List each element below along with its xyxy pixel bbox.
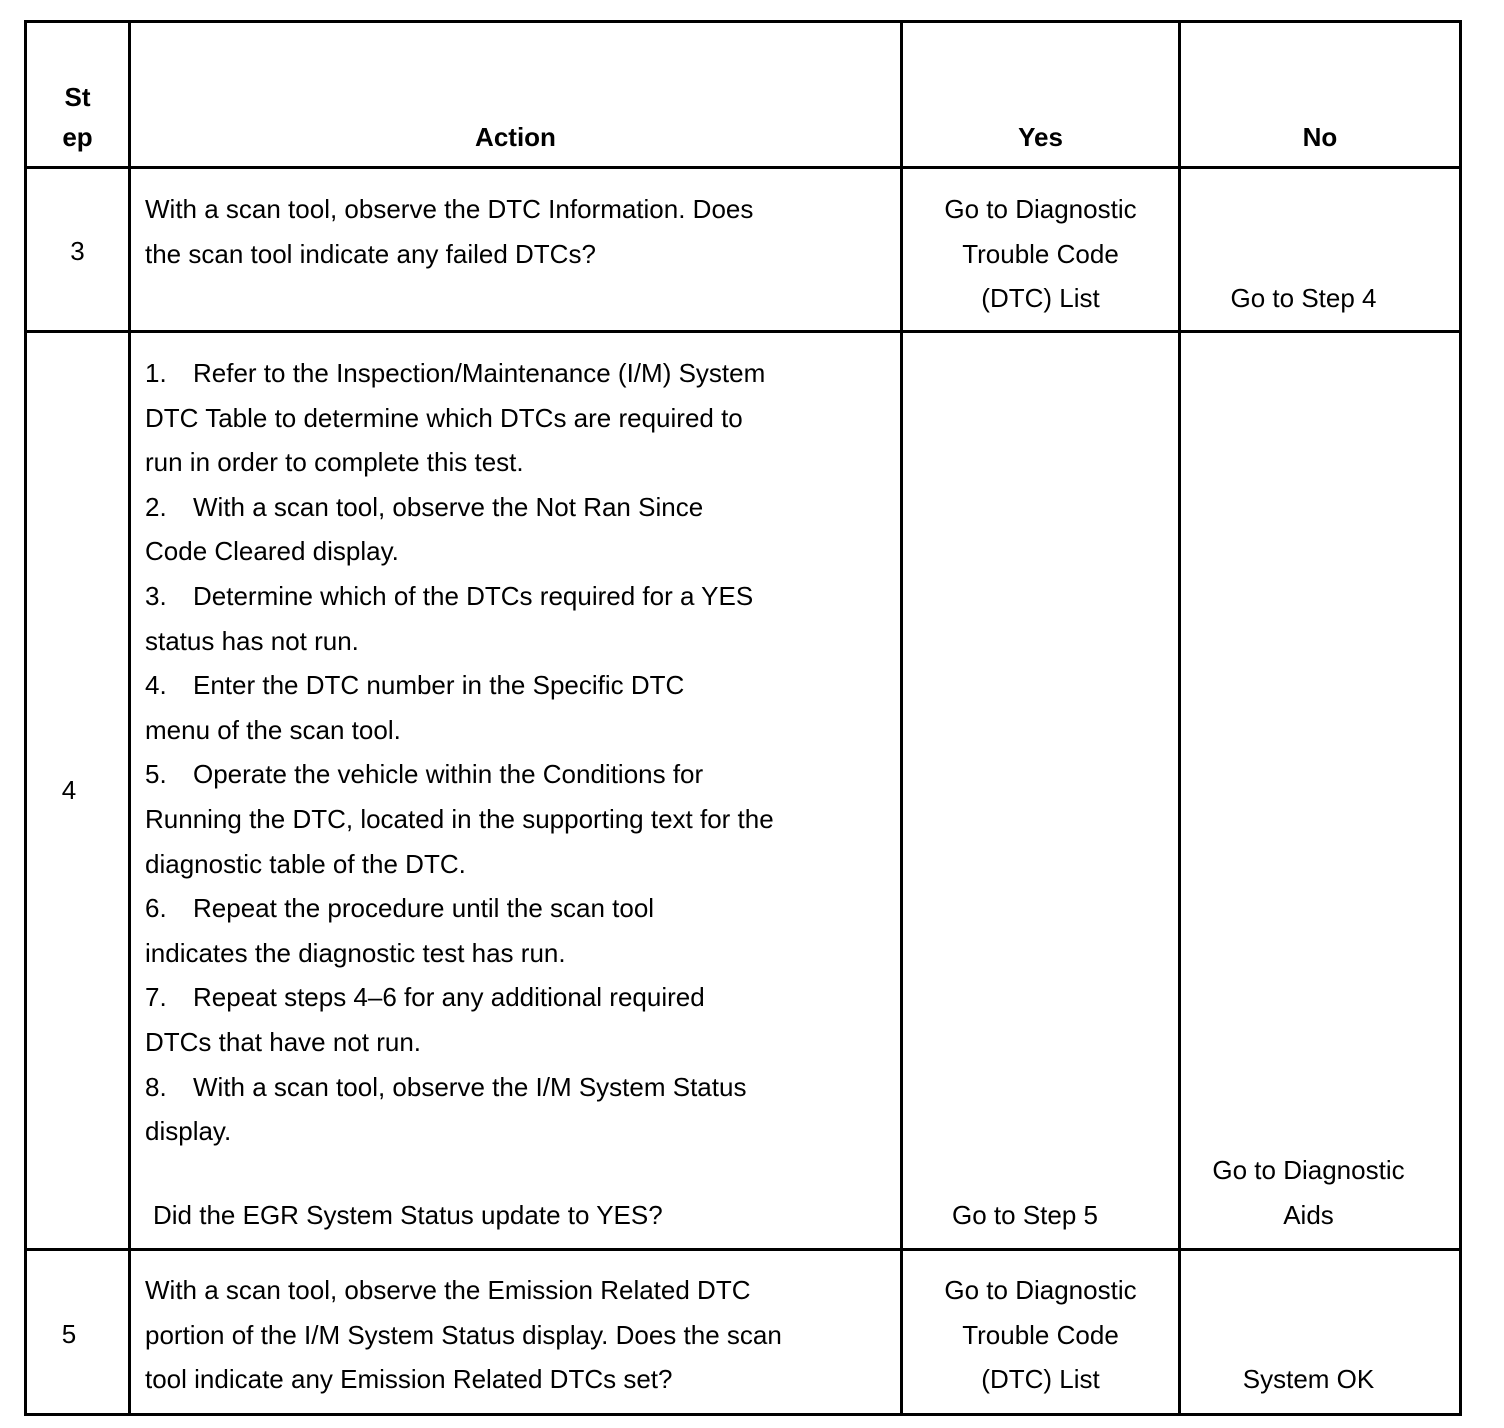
procedure-item: 8. With a scan tool, observe the I/M System Status: [145, 1071, 747, 1102]
procedure-line: Running the DTC, located in the supporting text for the: [145, 803, 774, 834]
header-yes: Yes: [1018, 122, 1063, 152]
procedure-item: 5. Operate the vehicle within the Conditions for: [145, 759, 704, 790]
procedure-item: 2. With a scan tool, observe the Not Ran Since: [145, 491, 704, 522]
header-no: No: [1302, 122, 1338, 152]
yes-text: [903, 187, 1178, 321]
action-line: With a scan tool, observe the DTC Information. Does: [145, 194, 754, 224]
procedure-line: Code Cleared display.: [145, 536, 399, 567]
action-line: the scan tool indicate any failed DTCs?: [145, 238, 596, 269]
yes-line: (DTC) List: [981, 283, 1100, 314]
action-text: [145, 1268, 782, 1402]
header-step: [27, 77, 128, 157]
yes-line: Go to Diagnostic: [944, 1275, 1137, 1305]
procedure-item: 4. Enter the DTC number in the Specific DTC: [145, 670, 685, 701]
procedure-line: display.: [145, 1116, 232, 1147]
yes-line: Trouble Code: [962, 1319, 1119, 1350]
procedure-line: status has not run.: [145, 625, 359, 656]
procedure-item: 1. Refer to the Inspection/Maintenance (I/M) System: [145, 358, 766, 388]
procedure-line: diagnostic table of the DTC.: [145, 848, 466, 879]
step-number: 4: [61, 775, 77, 805]
yes-line: Trouble Code: [962, 238, 1119, 269]
procedure-list: [145, 351, 774, 1154]
no-line: Aids: [1283, 1199, 1334, 1230]
no-text: Go to Step 4: [1230, 283, 1377, 313]
procedure-line: run in order to complete this test.: [145, 447, 524, 478]
no-text: [1181, 1148, 1436, 1237]
procedure-item: 3. Determine which of the DTCs required for a YES: [145, 580, 754, 611]
row-divider: [27, 330, 1459, 333]
action-line: portion of the I/M System Status display. Does the scan: [145, 1319, 782, 1350]
step-number: 3: [70, 236, 85, 266]
question-text: Did the EGR System Status update to YES?: [153, 1200, 663, 1230]
row-divider: [27, 1248, 1459, 1251]
procedure-item: 6. Repeat the procedure until the scan tool: [145, 893, 655, 924]
action-text: [145, 187, 753, 276]
no-text: System OK: [1242, 1364, 1375, 1394]
procedure-line: DTCs that have not run.: [145, 1026, 422, 1057]
no-line: Go to Diagnostic: [1212, 1155, 1405, 1185]
yes-text: Go to Step 5: [952, 1200, 1098, 1230]
row-divider: [27, 166, 1459, 169]
header-step-line: ep: [62, 122, 93, 152]
action-line: tool indicate any Emission Related DTCs set?: [145, 1364, 673, 1395]
header-step-line: St: [64, 82, 91, 112]
yes-line: (DTC) List: [981, 1364, 1100, 1395]
procedure-line: indicates the diagnostic test has run.: [145, 937, 566, 968]
procedure-line: menu of the scan tool.: [145, 714, 401, 745]
action-line: With a scan tool, observe the Emission Related DTC: [145, 1275, 751, 1305]
procedure-item: 7. Repeat steps 4–6 for any additional required: [145, 982, 705, 1013]
step-number: 5: [61, 1319, 77, 1349]
column-divider: [128, 23, 131, 1413]
procedure-line: DTC Table to determine which DTCs are required to: [145, 402, 743, 433]
diagnostic-table: [24, 20, 1462, 1416]
header-action: Action: [475, 122, 556, 152]
yes-text: [903, 1268, 1178, 1402]
yes-line: Go to Diagnostic: [944, 194, 1137, 224]
